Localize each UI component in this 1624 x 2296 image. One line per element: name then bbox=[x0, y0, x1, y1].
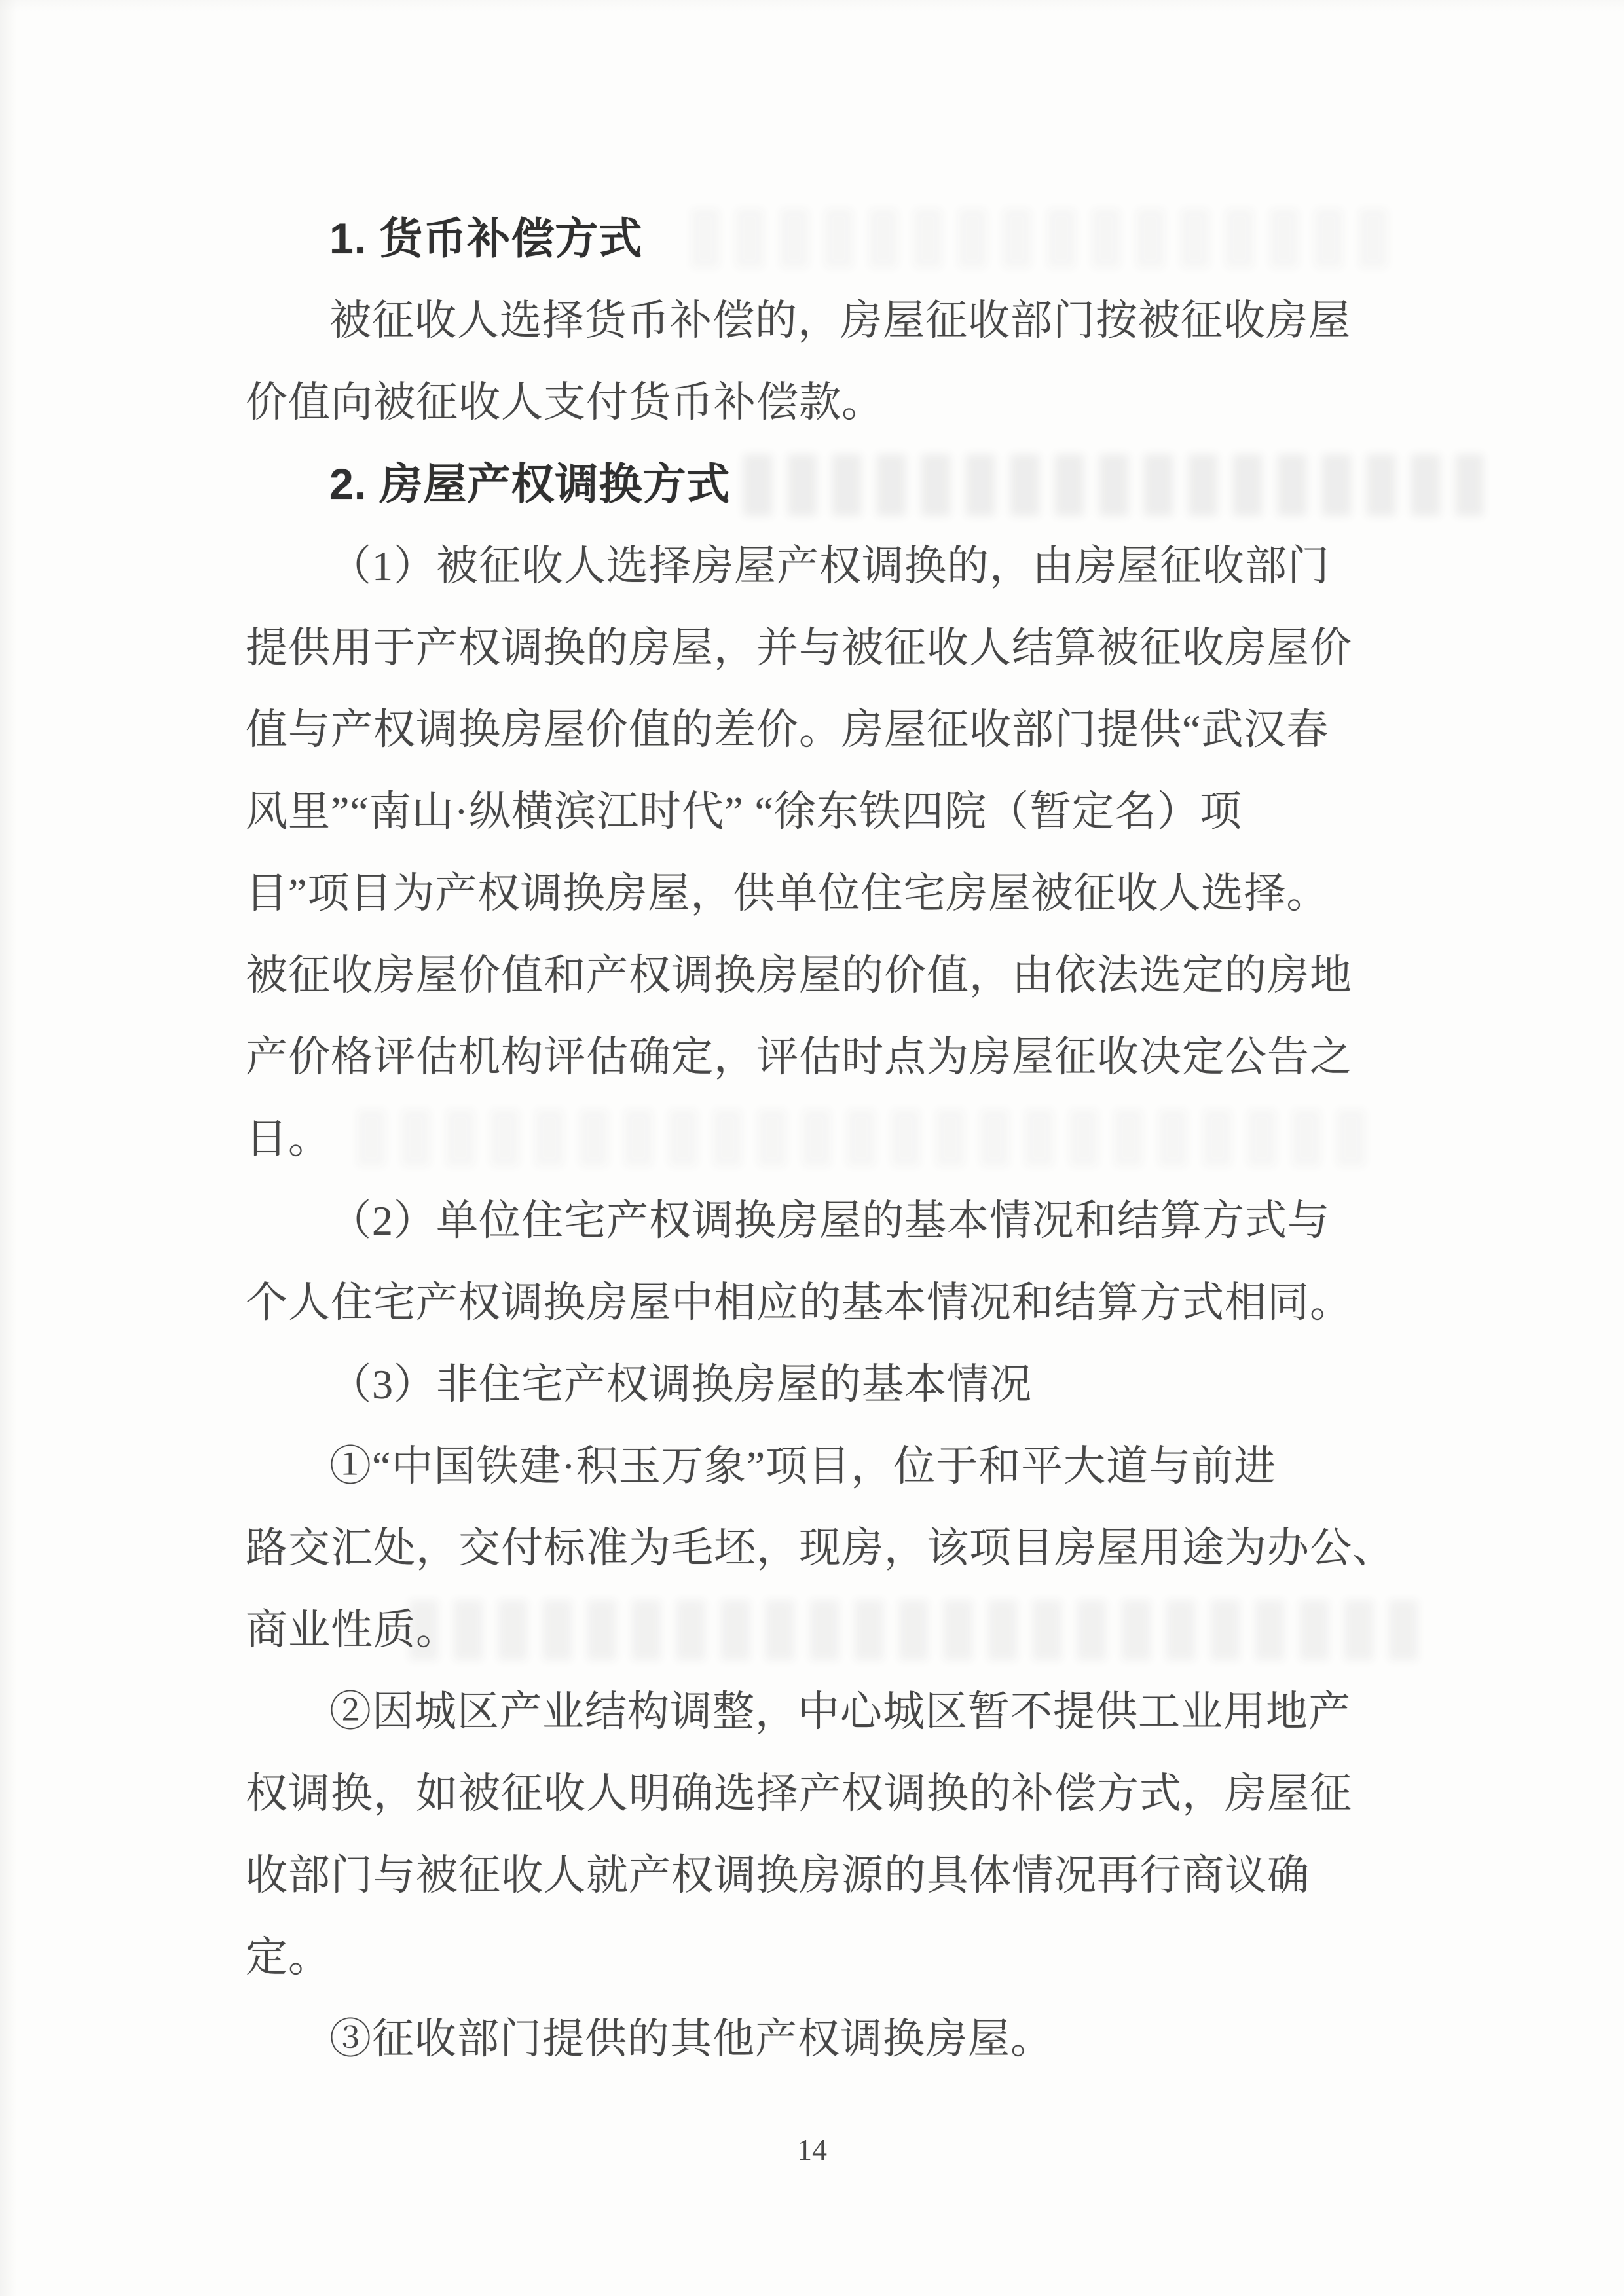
text-line: 价值向被征收人支付货币补偿款。 bbox=[246, 379, 884, 426]
text-line: 值与产权调换房屋价值的差价。房屋征收部门提供“武汉春 bbox=[246, 706, 1329, 753]
text-line: 风里”“南山·纵横滨江时代” “徐东铁四院（暂定名）项 bbox=[246, 788, 1242, 835]
text-line: 个人住宅产权调换房屋中相应的基本情况和结算方式相同。 bbox=[246, 1279, 1352, 1326]
text-line: （1）被征收人选择房屋产权调换的，由房屋征收部门 bbox=[329, 543, 1330, 589]
text-line: 产价格评估机构评估确定，评估时点为房屋征收决定公告之 bbox=[246, 1034, 1352, 1080]
text-line: ①“中国铁建·积玉万象”项目，位于和平大道与前进 bbox=[329, 1443, 1277, 1489]
document-text-column bbox=[246, 198, 1403, 2080]
text-line: 被征收房屋价值和产权调换房屋的价值，由依法选定的房地 bbox=[246, 952, 1352, 998]
page-number: 14 bbox=[797, 2133, 827, 2166]
text-line: 权调换，如被征收人明确选择产权调换的补偿方式，房屋征 bbox=[246, 1770, 1352, 1817]
text-line: 商业性质。 bbox=[246, 1607, 458, 1653]
text-line: ②因城区产业结构调整，中心城区暂不提供工业用地产 bbox=[329, 1688, 1351, 1735]
text-line: 路交汇处，交付标准为毛坯，现房，该项目房屋用途为办公、 bbox=[246, 1525, 1395, 1571]
text-line: 目”项目为产权调换房屋，供单位住宅房屋被征收人选择。 bbox=[246, 870, 1329, 917]
text-line: 收部门与被征收人就产权调换房源的具体情况再行商议确 bbox=[246, 1852, 1310, 1899]
section-heading: 2. 房屋产权调换方式 bbox=[329, 460, 731, 508]
section-heading: 1. 货币补偿方式 bbox=[329, 214, 643, 263]
text-line: 被征收人选择货币补偿的，房屋征收部门按被征收房屋 bbox=[329, 297, 1351, 344]
text-line: （3）非住宅产权调换房屋的基本情况 bbox=[329, 1361, 1032, 1408]
text-line: ③征收部门提供的其他产权调换房屋。 bbox=[329, 2016, 1053, 2062]
text-line: （2）单位住宅产权调换房屋的基本情况和结算方式与 bbox=[329, 1197, 1330, 1244]
text-line: 定。 bbox=[246, 1934, 331, 1980]
text-line: 提供用于产权调换的房屋，并与被征收人结算被征收房屋价 bbox=[246, 625, 1352, 671]
text-line: 日。 bbox=[246, 1116, 331, 1162]
